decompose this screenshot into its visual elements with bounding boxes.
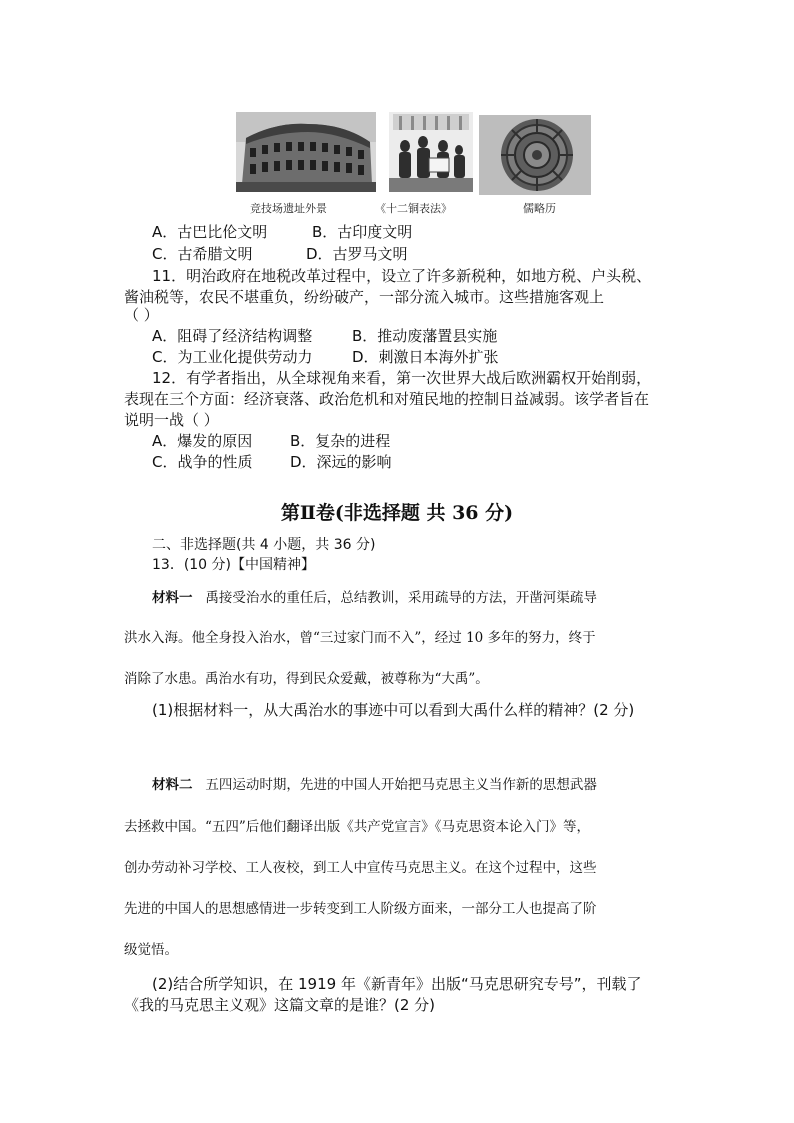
q11-stem-line: 11．明治政府在地税改革过程中，设立了许多新税种，如地方税、户头税、 [152,267,652,285]
q10-option-row [152,244,408,264]
material-2-line: 去拯救中国。“五四”后他们翻译出版《共产党宣言》《马克思资本论入门》等， [124,819,591,835]
material-label: 材料一 [152,590,193,606]
q11-answer-blank: （ ） [124,306,159,324]
option-d: D．深远的影响 [290,453,392,471]
q11-option-row [152,347,499,367]
colosseum-photo-icon [236,112,376,192]
figure-caption: 竞技场遗址外景 [250,202,327,215]
option-b: B．古印度文明 [312,223,413,241]
q12-stem-line: 说明一战（ ） [124,411,219,429]
option-c: C．古希腊文明 [152,245,253,263]
option-a: A．爆发的原因 [152,432,253,450]
q11-option-row [152,326,498,346]
figure-colosseum [236,112,376,215]
option-d: D．古罗马文明 [306,245,408,263]
q11-stem-line: 酱油税等，农民不堪重负，纷纷破产，一部分流入城市。这些措施客观上 [124,288,605,306]
question-1: (1)根据材料一，从大禹治水的事迹中可以看到大禹什么样的精神？(2 分) [152,701,635,719]
option-b: B．推动废藩置县实施 [352,327,498,345]
q12-stem-line: 表现在三个方面：经济衰落、政治危机和对殖民地的控制日益减弱。该学者旨在 [124,390,650,408]
material-2-line [152,775,597,795]
material-1-line [152,588,597,608]
option-b: B．复杂的进程 [290,432,391,450]
figure-twelve-tables [375,112,473,215]
material-2-line: 级觉悟。 [124,942,178,958]
section-subtitle: 二、非选择题(共 4 小题，共 36 分) [152,537,376,553]
material-2-line: 先进的中国人的思想感情进一步转变到工人阶级方面来，一部分工人也提高了阶 [124,901,597,917]
option-c: C．战争的性质 [152,453,253,471]
material-text: 五四运动时期，先进的中国人开始把马克思主义当作新的思想武器 [205,777,597,793]
sun-stone-calendar-icon [479,115,591,195]
figure-row [236,112,596,216]
material-1-line: 洪水入海。他全身投入治水，曾“三过家门而不入”，经过 10 多年的努力，终于 [124,630,596,646]
material-2-line: 创办劳动补习学校、工人夜校，到工人中宣传马克思主义。在这个过程中，这些 [124,860,597,876]
figure-caption: 《十二铜表法》 [375,202,452,215]
q12-option-row [152,431,391,451]
material-text: 禹接受治水的重任后，总结教训，采用疏导的方法，开凿河渠疏导 [205,590,597,606]
question-2-line: 《我的马克思主义观》这篇文章的是谁？(2 分) [124,996,436,1014]
question-2-line: (2)结合所学知识，在 1919 年《新青年》出版“马克思研究专号”，刊载了 [152,975,642,993]
q12-option-row [152,452,392,472]
q10-option-row [152,222,413,242]
twelve-tables-engraving-icon [389,112,473,192]
option-a: A．阻碍了经济结构调整 [152,327,313,345]
figure-calendar [479,112,591,215]
option-a: A．古巴比伦文明 [152,223,268,241]
section-title: 第Ⅱ卷(非选择题 共 36 分) [280,502,514,524]
material-1-line: 消除了水患。禹治水有功，得到民众爱戴，被尊称为“大禹”。 [124,671,489,687]
q12-stem-line: 12．有学者指出，从全球视角来看，第一次世界大战后欧洲霸权开始削弱， [152,369,652,387]
material-label: 材料二 [152,777,193,793]
q13-heading: 13．(10 分)【中国精神】 [152,557,316,573]
option-d: D．刺激日本海外扩张 [352,348,499,366]
option-c: C．为工业化提供劳动力 [152,348,313,366]
figure-caption: 儒略历 [523,202,556,215]
